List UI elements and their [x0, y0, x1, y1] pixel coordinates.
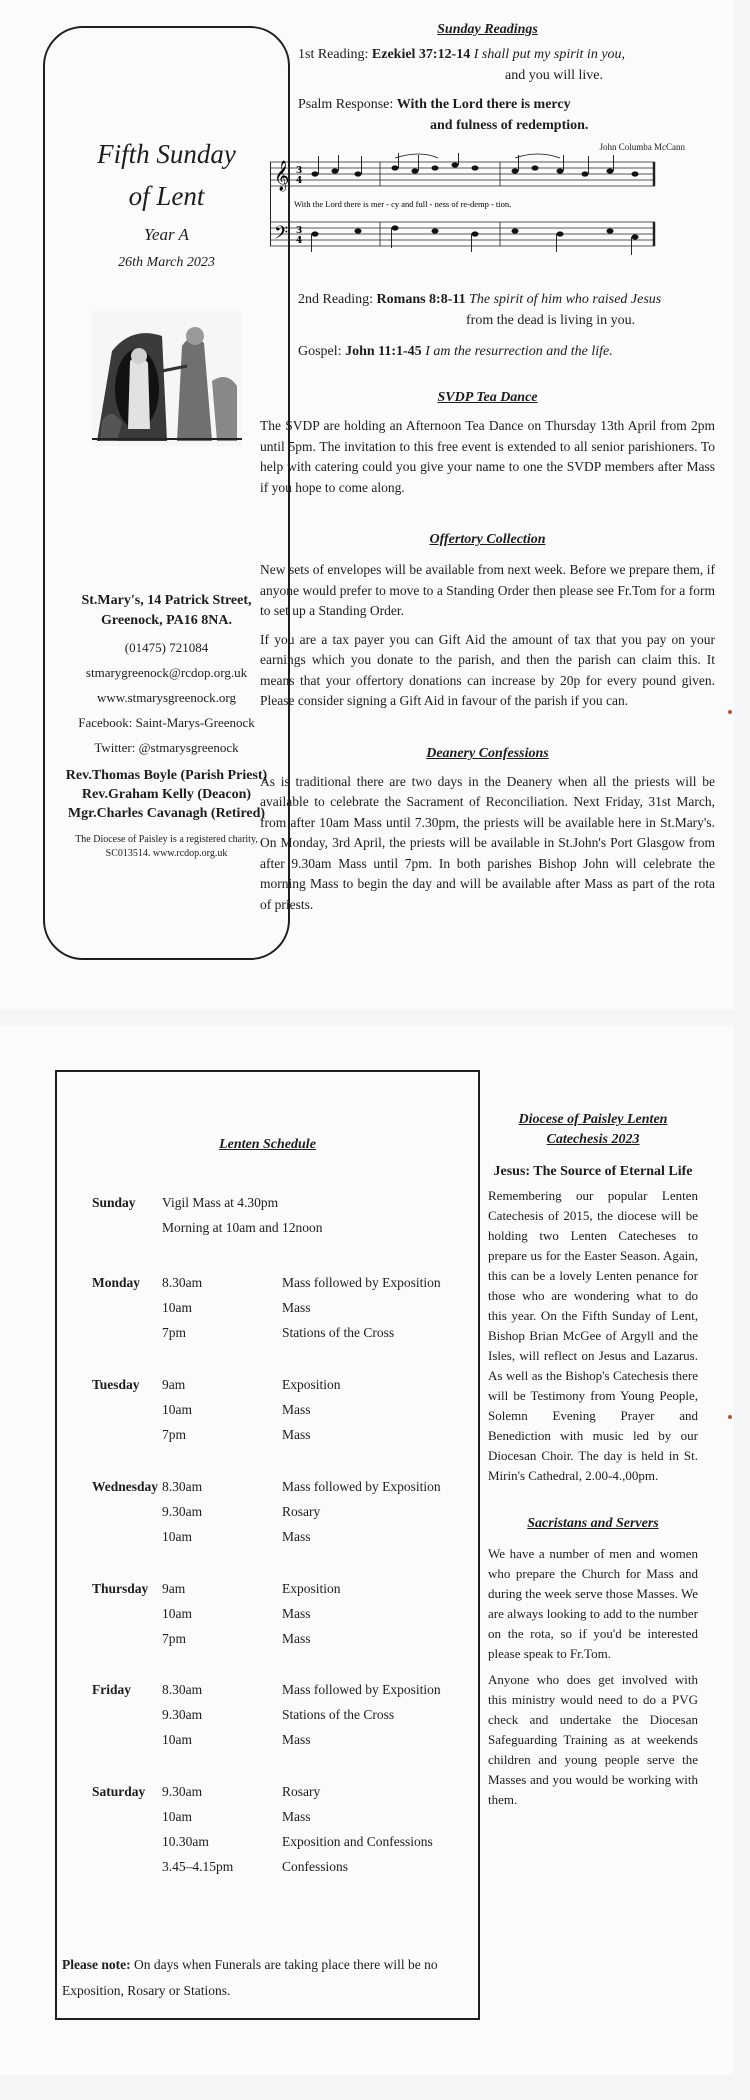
readings-and-notices	[260, 18, 715, 915]
clergy-deacon: Rev.Graham Kelly (Deacon)	[81, 787, 252, 802]
clergy-list	[45, 766, 288, 823]
raising-of-lazarus-illustration	[92, 311, 242, 446]
second-reading-label: 2nd Reading:	[298, 292, 377, 307]
first-reading-ref: Ezekiel 37:12-14	[371, 47, 471, 62]
day-label: Wednesday	[92, 1478, 159, 1494]
sacristans-heading: Sacristans and Servers	[527, 1516, 659, 1531]
psalm-response	[260, 94, 715, 115]
offertory-text-1: New sets of envelopes will be available from next week. Before we prepare them, if anyone would prefer to move to a Standing Order then please see Fr.Tom for a form to set up a Standing Order.	[260, 562, 715, 618]
schedule-time: 10am	[162, 1299, 192, 1315]
schedule-event: Exposition	[282, 1580, 341, 1596]
schedule-saturday	[92, 1779, 472, 1879]
schedule-time: 10am	[162, 1731, 192, 1747]
parish-twitter: Twitter: @stmarysgreenock	[94, 740, 239, 755]
svg-text:3: 3	[296, 226, 303, 236]
schedule-time: 10am	[162, 1528, 192, 1544]
second-reading-quote-2: from the dead is living in you.	[466, 313, 636, 328]
schedule-event: Rosary	[282, 1503, 321, 1519]
parish-address	[45, 591, 288, 631]
schedule-event: Stations of the Cross	[282, 1706, 395, 1722]
address-line2: Greenock, PA16 8NA.	[101, 613, 232, 628]
catechesis-text: Remembering our popular Lenten Catechesis of 2015, the diocese will be holding two Lenten Catecheses to prepare us for the Easter Season. Again, this can be a lovely Lenten penance for those who are wondering what to do this year. On the Fifth Sunday of Lent, Bishop Brian McGee of Argyll and the Isles, will reflect on Jesus and Lazarus. As well as the Bishop's Catechesis there will be Testimony from Young People, Solemn Evening Prayer and Benediction with music led by our Diocesan Choir. The day is held in St. Mirin's Cathedral, 2.00-4.,00pm.	[488, 1188, 698, 1483]
sacristans-text-1: We have a number of men and women who prepare the Church for Mass and during the week serve those Masses. We are always looking to add to the number on the rota, so if you'd be interested please speak to Fr.Tom.	[488, 1546, 698, 1661]
schedule-event: Stations of the Cross	[282, 1324, 395, 1340]
schedule-entry: Vigil Mass at 4.30pm	[162, 1194, 279, 1210]
schedule-event: Mass	[282, 1808, 311, 1824]
schedule-time: 10am	[162, 1808, 192, 1824]
schedule-note-text: On days when Funerals are taking place there will be no Exposition, Rosary or Stations.	[62, 1957, 438, 1998]
ink-mark	[728, 1415, 732, 1419]
schedule-time: 9.30am	[162, 1783, 203, 1799]
readings-heading: Sunday Readings	[437, 22, 538, 37]
svdp-heading: SVDP Tea Dance	[437, 390, 538, 405]
diocese-heading-line1: Diocese of Paisley Lenten	[518, 1112, 668, 1127]
schedule-time: 9.30am	[162, 1706, 203, 1722]
confessions-heading: Deanery Confessions	[426, 745, 549, 761]
schedule-event: Mass	[282, 1605, 311, 1621]
schedule-event: Mass	[282, 1426, 311, 1442]
schedule-event: Exposition and Confessions	[282, 1833, 433, 1849]
day-label: Saturday	[92, 1783, 146, 1799]
diocese-column	[488, 1110, 698, 1810]
charity-notice	[45, 833, 288, 861]
offertory-text-2: If you are a tax payer you can Gift Aid the amount of tax that you pay on your earnings which you donate to the parish, and then the parish can claim this. It means that your offertory donations can increase by 20p for every pound given. Please consider signing a Gift Aid in favour of the parish if you can.	[260, 631, 715, 708]
psalm-text-2: and fulness of redemption.	[430, 118, 589, 133]
bulletin-page-2	[0, 1025, 734, 2075]
cover-panel	[43, 26, 290, 960]
parish-phone: (01475) 721084	[124, 640, 209, 655]
day-label: Tuesday	[92, 1376, 140, 1392]
cover-title-line1: Fifth Sunday	[97, 139, 236, 169]
bulletin-page-1	[0, 0, 734, 1010]
psalm-music-score	[270, 152, 660, 270]
day-label: Sunday	[92, 1194, 136, 1210]
schedule-time: 10am	[162, 1605, 192, 1621]
psalm-text-1: With the Lord there is mercy	[396, 97, 571, 112]
schedule-time: 8.30am	[162, 1681, 203, 1697]
svg-text:4: 4	[296, 236, 303, 246]
schedule-time: 10.30am	[162, 1833, 209, 1849]
schedule-event: Mass followed by Exposition	[282, 1274, 441, 1290]
svg-text:𝄞: 𝄞	[274, 161, 290, 191]
schedule-event: Mass followed by Exposition	[282, 1478, 441, 1494]
diocese-heading	[488, 1110, 698, 1150]
schedule-wednesday	[92, 1474, 472, 1549]
schedule-thursday	[92, 1576, 472, 1651]
first-reading-label: 1st Reading:	[298, 47, 372, 62]
svg-text:3: 3	[296, 166, 303, 176]
first-reading-quote-1: I shall put my spirit in you,	[473, 47, 626, 62]
parish-facebook: Facebook: Saint-Marys-Greenock	[78, 715, 255, 730]
clergy-retired: Mgr.Charles Cavanagh (Retired)	[67, 806, 266, 821]
schedule-sunday	[92, 1190, 472, 1240]
schedule-time: 3.45–4.15pm	[162, 1858, 234, 1874]
schedule-event: Exposition	[282, 1376, 341, 1392]
cover-date: 26th March 2023	[118, 255, 215, 270]
first-reading	[260, 44, 715, 65]
address-line1: St.Mary's, 14 Patrick Street,	[81, 593, 252, 608]
schedule-time: 7pm	[162, 1630, 187, 1646]
music-lyrics: With the Lord there is mer - cy and full - ness of re-demp - tion.	[294, 199, 512, 209]
diocese-heading-line2: Catechesis 2023	[546, 1132, 640, 1147]
lenten-schedule-box	[55, 1070, 480, 2020]
psalm-label: Psalm Response:	[298, 97, 397, 112]
catechesis-theme: Jesus: The Source of Eternal Life	[493, 1164, 693, 1179]
charity-line1: The Diocese of Paisley is a registered charity,	[75, 834, 258, 845]
schedule-friday	[92, 1677, 472, 1752]
schedule-event: Mass	[282, 1528, 311, 1544]
second-reading-ref: Romans 8:8-11	[376, 292, 466, 307]
clergy-parish-priest: Rev.Thomas Boyle (Parish Priest)	[65, 768, 268, 783]
schedule-note-label: Please note:	[62, 1957, 134, 1972]
schedule-event: Rosary	[282, 1783, 321, 1799]
schedule-event: Mass followed by Exposition	[282, 1681, 441, 1697]
schedule-time: 7pm	[162, 1426, 187, 1442]
second-reading	[260, 289, 715, 310]
lenten-schedule-heading: Lenten Schedule	[219, 1137, 316, 1152]
svg-text:𝄢: 𝄢	[274, 223, 289, 248]
ink-mark	[728, 710, 732, 714]
second-reading-quote-1: The spirit of him who raised Jesus	[469, 292, 662, 307]
offertory-heading: Offertory Collection	[429, 532, 546, 547]
schedule-time: 8.30am	[162, 1274, 203, 1290]
schedule-monday	[92, 1270, 472, 1345]
schedule-event: Confessions	[282, 1858, 349, 1874]
schedule-time: 9am	[162, 1376, 186, 1392]
gospel-ref: John 11:1-45	[345, 344, 422, 359]
day-label: Thursday	[92, 1580, 149, 1596]
sacristans-text-2: Anyone who does get involved with this ministry would need to do a PVG check and undertake the Diocesan Safeguarding Training as at weekends children and young people serve the Masses and you would be working with them.	[488, 1672, 698, 1807]
schedule-time: 8.30am	[162, 1478, 203, 1494]
gospel-label: Gospel:	[298, 344, 346, 359]
schedule-tuesday	[92, 1372, 472, 1447]
svdp-text: The SVDP are holding an Afternoon Tea Dance on Thursday 13th April from 2pm until 5pm. The invitation to this free event is extended to all senior parishioners. To help with catering could you give your name to one the SVDP members after Mass if you hope to come along.	[260, 418, 715, 495]
confessions-text: As is traditional there are two days in the Deanery when all the priests will be available to celebrate the Sacrament of Reconciliation. Next Friday, 31st March, from after 10am Mass until 7.30pm, the priests will be available here in St.Mary's. On Monday, 3rd April, the priests will be available in St.John's Port Glasgow from after 9.30am Mass until 7pm. In both parishes Bishop John will celebrate the morning Mass to begin the day and will be available after Mass as part of the rota of priests.	[260, 773, 715, 912]
composer-credit: John Columba McCann	[599, 142, 685, 152]
parish-email[interactable]: stmarygreenock@rcdop.org.uk	[85, 665, 248, 680]
schedule-event: Mass	[282, 1630, 311, 1646]
day-label: Monday	[92, 1274, 141, 1290]
gospel-quote: I am the resurrection and the life.	[425, 344, 613, 359]
cover-year: Year A	[144, 225, 189, 244]
schedule-time: 7pm	[162, 1324, 187, 1340]
schedule-event: Mass	[282, 1299, 311, 1315]
schedule-time: 9am	[162, 1580, 186, 1596]
schedule-event: Mass	[282, 1401, 311, 1417]
day-label: Friday	[92, 1681, 131, 1697]
gospel-reading	[260, 341, 715, 362]
schedule-time: 10am	[162, 1401, 192, 1417]
schedule-time: 9.30am	[162, 1503, 203, 1519]
schedule-event: Mass	[282, 1731, 311, 1747]
parish-website[interactable]: www.stmarysgreenock.org	[97, 690, 236, 705]
first-reading-quote-2: and you will live.	[505, 68, 603, 83]
schedule-note	[62, 1952, 470, 2004]
charity-line2: SC013514. www.rcdop.org.uk	[105, 848, 228, 859]
schedule-entry: Morning at 10am and 12noon	[162, 1219, 323, 1235]
svg-text:4: 4	[296, 176, 303, 186]
cover-title-line2: of Lent	[128, 181, 205, 211]
